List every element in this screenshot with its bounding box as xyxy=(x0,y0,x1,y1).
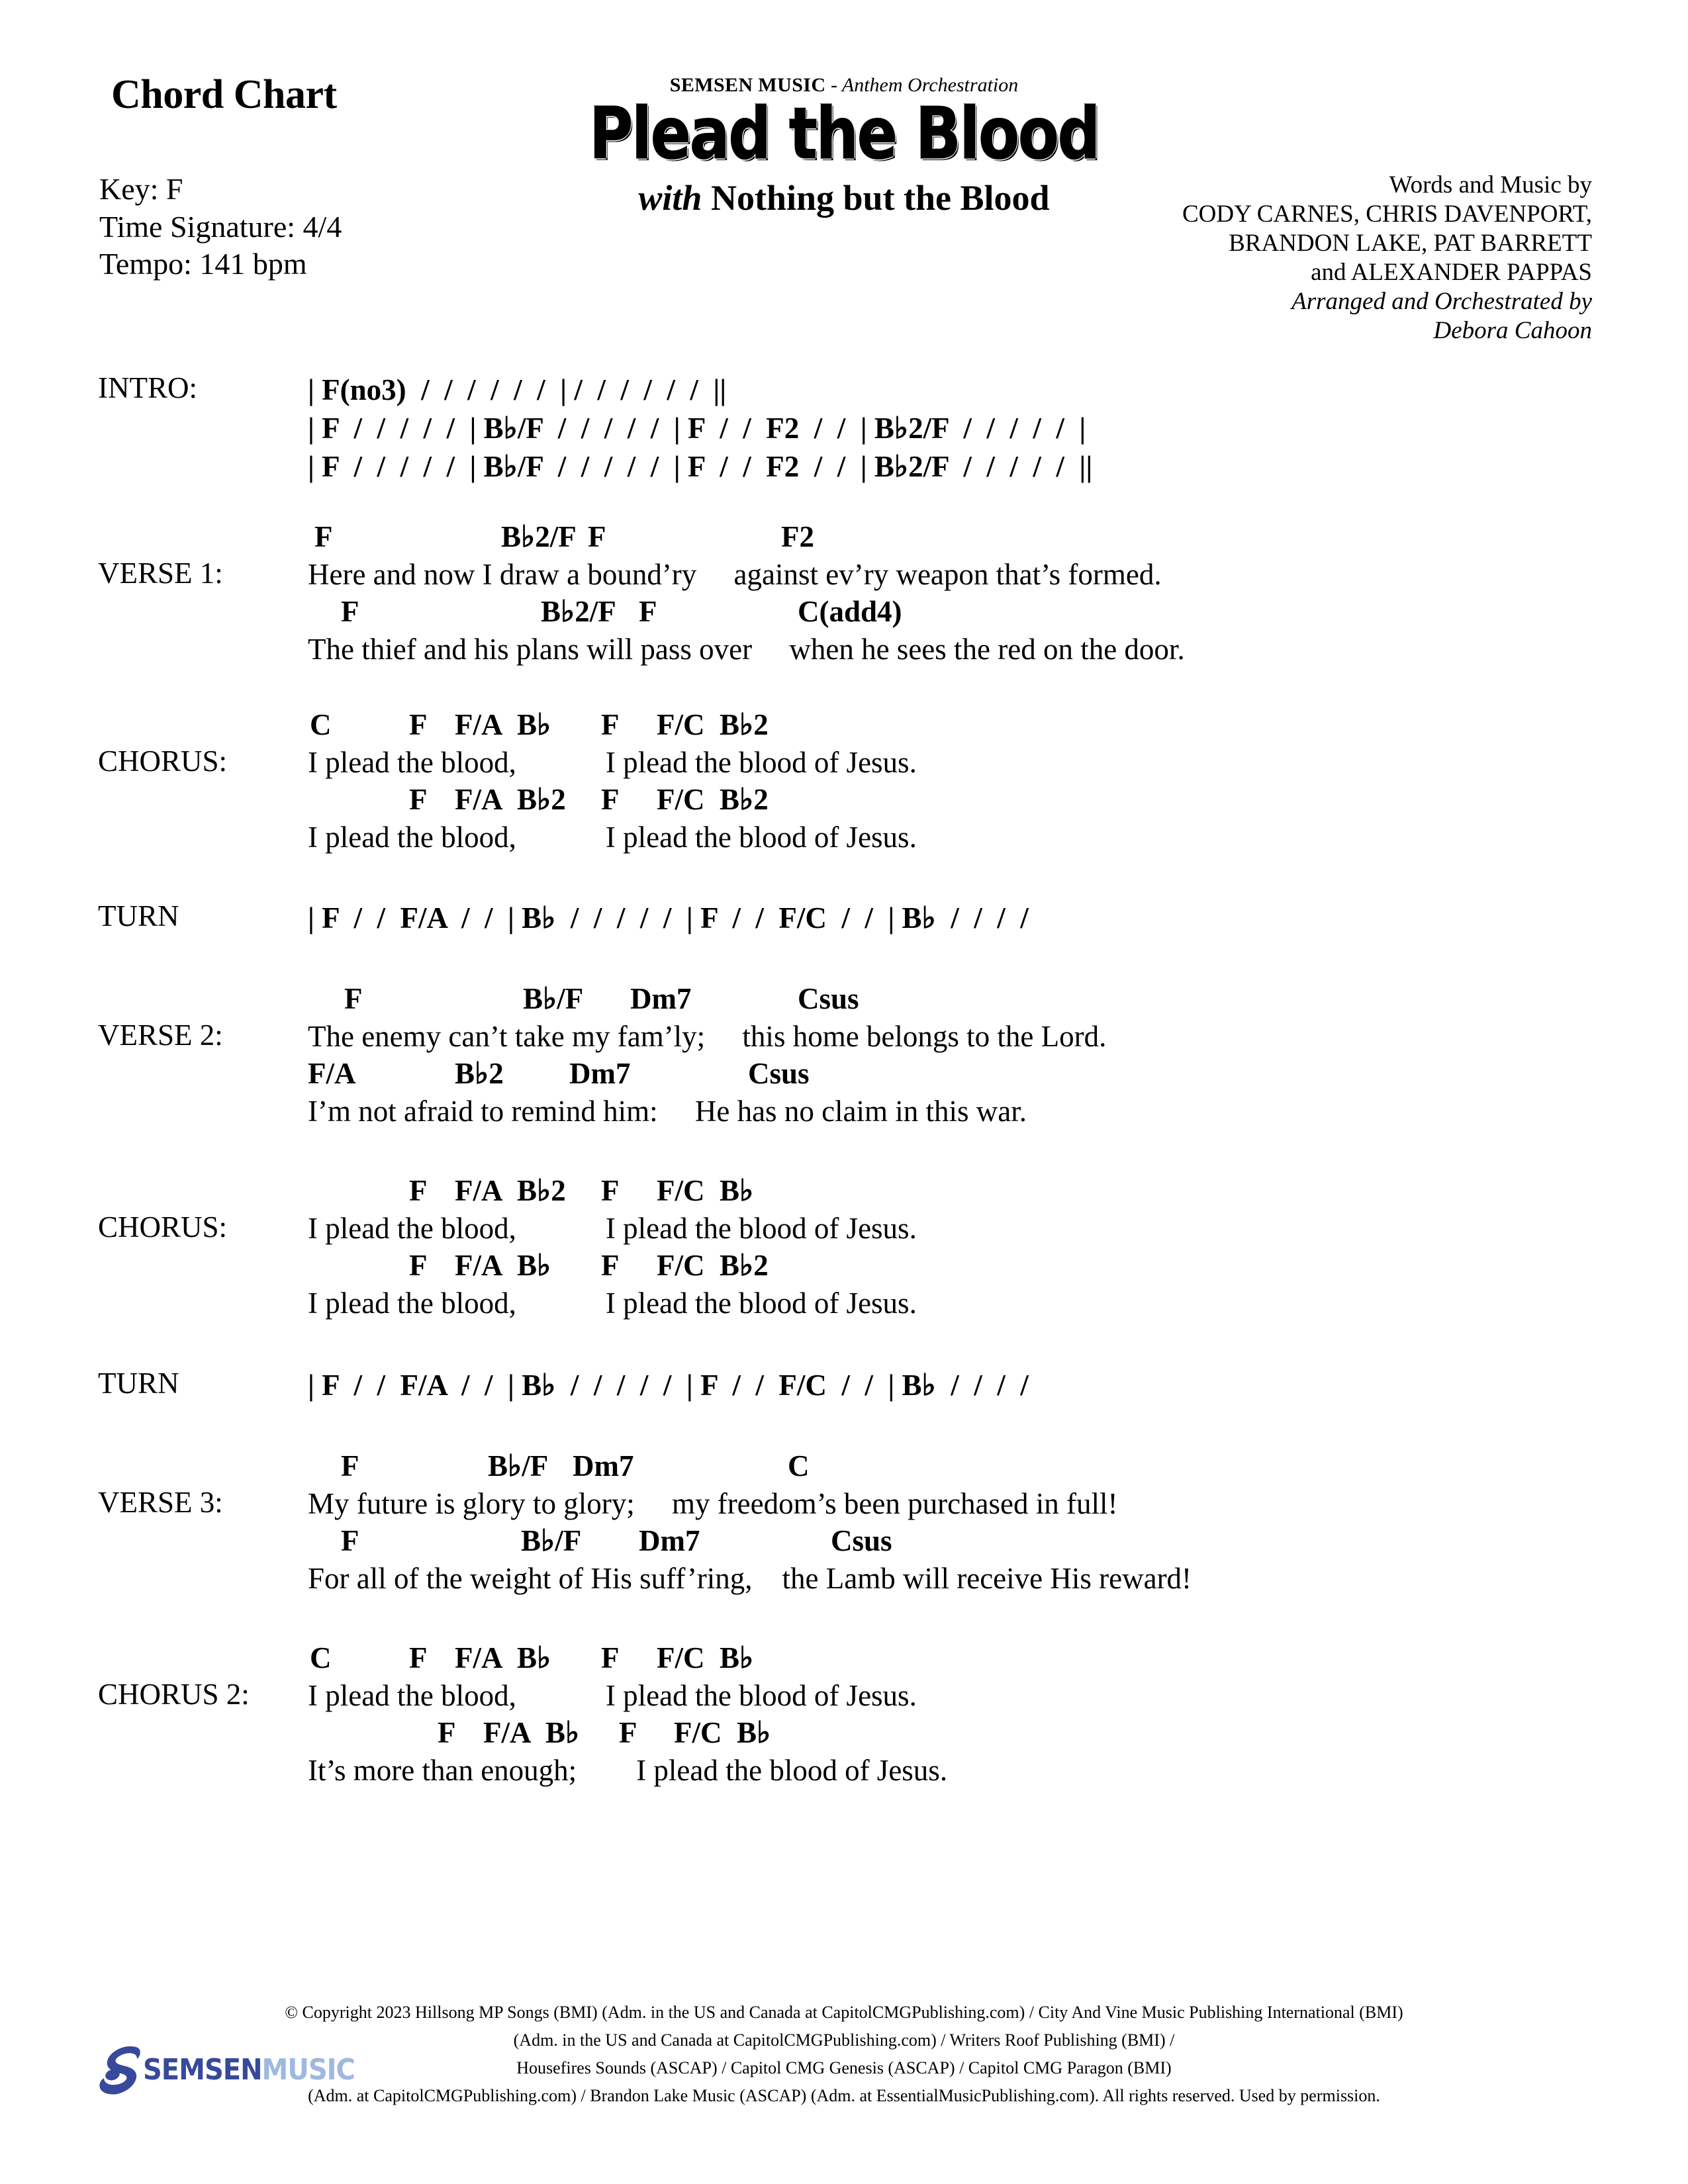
chord-token: F xyxy=(601,783,620,816)
chord-line xyxy=(308,594,1688,630)
section-verse-3 xyxy=(0,1448,1688,1598)
chord-token: Dm7 xyxy=(573,1449,634,1482)
chord-token: F/A xyxy=(483,1716,532,1749)
chord-line xyxy=(308,1056,1688,1092)
bar-token: | F(no3) / / / / / / | / / / / / / || xyxy=(308,373,727,406)
chord-token: Dm7 xyxy=(630,982,692,1015)
chord-line xyxy=(308,782,1688,818)
arranger-name: Debora Cahoon xyxy=(1433,317,1592,345)
chord-token: F xyxy=(409,1641,428,1674)
section-label: VERSE 1: xyxy=(98,557,223,590)
chord-sections xyxy=(0,371,1688,1790)
chord-token: F xyxy=(314,520,333,553)
chord-token: C xyxy=(310,1641,332,1674)
chord-token: B♭2 xyxy=(455,1057,504,1090)
chord-token: F/A xyxy=(455,708,503,741)
chord-token: F/C xyxy=(674,1716,722,1749)
lyric-line xyxy=(308,1017,1688,1056)
lyric-token: I plead the blood, I plead the blood of Jesus. xyxy=(308,821,917,854)
chord-token: F xyxy=(341,595,359,628)
chord-token: Csus xyxy=(748,1057,810,1090)
chord-token: B♭ xyxy=(517,708,551,741)
chord-line xyxy=(308,707,1688,743)
section-verse-1 xyxy=(0,519,1688,668)
section-chorus xyxy=(0,1173,1688,1322)
chord-line xyxy=(308,1715,1688,1751)
chord-token: F/A xyxy=(308,1057,356,1090)
chord-token: F/A xyxy=(455,1249,503,1282)
chord-token: B♭ xyxy=(517,1641,551,1674)
chord-token: Dm7 xyxy=(639,1524,700,1557)
section-label: TURN xyxy=(98,1367,179,1400)
lyric-line xyxy=(308,555,1688,594)
copyright-block xyxy=(0,1999,1688,2110)
chord-token: F/A xyxy=(455,1641,503,1674)
chord-token: B♭/F xyxy=(488,1449,549,1482)
logo-semsen-text: SEMSEN xyxy=(143,2054,262,2087)
section-verse-2 xyxy=(0,981,1688,1130)
lyric-token: I’m not afraid to remind him: He has no claim in this war. xyxy=(308,1095,1027,1128)
section-intro xyxy=(0,371,1688,486)
chord-token: B♭ xyxy=(517,1249,551,1282)
lyric-line xyxy=(308,630,1688,668)
section-label: CHORUS 2: xyxy=(98,1678,250,1711)
chord-token: B♭ xyxy=(720,1174,754,1207)
section-label: VERSE 3: xyxy=(98,1486,223,1519)
chord-line xyxy=(308,1523,1688,1559)
lyric-token: I plead the blood, I plead the blood of Jesus. xyxy=(308,1679,917,1712)
section-label: INTRO: xyxy=(98,371,197,404)
credit-line: Words and Music by xyxy=(1389,171,1592,199)
bar-notation-line xyxy=(308,447,1688,486)
chord-token: C(add4) xyxy=(798,595,902,628)
chord-token: F xyxy=(619,1716,637,1749)
bar-notation-line xyxy=(308,409,1688,447)
chord-token: B♭2 xyxy=(720,783,769,816)
chord-token: Csus xyxy=(831,1524,892,1557)
chord-token: F xyxy=(409,783,428,816)
lyric-token: My future is glory to glory; my freedom’s been purchased in full! xyxy=(308,1487,1118,1520)
chord-token: B♭ xyxy=(545,1716,580,1749)
section-chorus-2 xyxy=(0,1640,1688,1790)
section-turn xyxy=(0,1366,1688,1404)
lyric-token: I plead the blood, I plead the blood of Jesus. xyxy=(308,1287,917,1320)
chord-token: C xyxy=(788,1449,810,1482)
copyright-line: (Adm. at CapitolCMGPublishing.com) / Brandon Lake Music (ASCAP) (Adm. at EssentialMusicPublishing.com). All rights reserved. Used by permission. xyxy=(308,2085,1380,2105)
section-label: TURN xyxy=(98,899,179,933)
chord-token: F/C xyxy=(657,1249,705,1282)
lyric-line xyxy=(308,1092,1688,1130)
chord-token: F xyxy=(601,1249,620,1282)
credit-line: CODY CARNES, CHRIS DAVENPORT, xyxy=(1182,201,1592,228)
chord-token: F xyxy=(409,1249,428,1282)
credits-block xyxy=(1182,171,1592,345)
logo-music-text: MUSIC xyxy=(261,2054,355,2087)
time-signature-line: Time Signature: 4/4 xyxy=(99,209,342,244)
bar-token: | F / / F/A / / | B♭ / / / / / | F / / F/C / / | B♭ / / / / xyxy=(308,901,1029,934)
chord-token: F xyxy=(601,1174,620,1207)
lyric-token: The thief and his plans will pass over when he sees the red on the door. xyxy=(308,633,1185,666)
chord-token: B♭2 xyxy=(720,708,769,741)
section-chorus xyxy=(0,707,1688,856)
chord-token: Dm7 xyxy=(569,1057,631,1090)
chord-token: B♭/F xyxy=(521,1524,582,1557)
lyric-line xyxy=(308,818,1688,856)
section-label: VERSE 2: xyxy=(98,1019,223,1052)
chord-token: B♭2/F xyxy=(541,595,616,628)
key-line: Key: F xyxy=(99,172,183,206)
chord-token: B♭2 xyxy=(517,1174,566,1207)
credit-line: BRANDON LAKE, PAT BARRETT xyxy=(1229,230,1592,257)
chord-token: F xyxy=(601,1641,620,1674)
lyric-line xyxy=(308,1751,1688,1790)
chord-token: F xyxy=(588,520,606,553)
bar-notation-line xyxy=(308,899,1688,937)
chord-token: B♭2 xyxy=(720,1249,769,1282)
publisher-name: SEMSEN MUSIC xyxy=(669,74,826,96)
lyric-token: I plead the blood, I plead the blood of Jesus. xyxy=(308,746,917,779)
chord-token: F xyxy=(639,595,657,628)
chord-token: B♭2 xyxy=(517,783,566,816)
chord-token: F/C xyxy=(657,1174,705,1207)
chord-line xyxy=(308,519,1688,555)
lyric-token: I plead the blood, I plead the blood of Jesus. xyxy=(308,1212,917,1245)
chord-line xyxy=(308,981,1688,1017)
chord-token: F/C xyxy=(657,783,705,816)
subtitle-rest: Nothing but the Blood xyxy=(702,178,1050,218)
chord-token: F xyxy=(438,1716,456,1749)
lyric-line xyxy=(308,1676,1688,1715)
subtitle-with: with xyxy=(638,178,702,218)
chord-token: B♭2/F xyxy=(501,520,577,553)
chord-chart-label: Chord Chart xyxy=(111,72,337,117)
lyric-line xyxy=(308,1209,1688,1248)
chord-token: F xyxy=(409,1174,428,1207)
chord-token: F/A xyxy=(455,1174,503,1207)
chord-token: F/C xyxy=(657,1641,705,1674)
copyright-line: (Adm. in the US and Canada at CapitolCMGPublishing.com) / Writers Roof Publishing (BMI) / xyxy=(513,2030,1175,2050)
bar-token: | F / / / / / | B♭/F / / / / / | F / / F2 / / | B♭2/F / / / / / | xyxy=(308,412,1086,445)
chord-token: F xyxy=(341,1524,359,1557)
arranger-line: Arranged and Orchestrated by xyxy=(1291,288,1592,316)
chord-token: B♭/F xyxy=(523,982,584,1015)
chord-token: F/A xyxy=(455,783,503,816)
chord-token: F/C xyxy=(657,708,705,741)
chord-token: F xyxy=(601,708,620,741)
lyric-line xyxy=(308,1559,1688,1598)
publisher-suffix: - Anthem Orchestration xyxy=(825,74,1019,96)
chord-token: B♭ xyxy=(737,1716,771,1749)
lyric-line xyxy=(308,1484,1688,1523)
chord-token: C xyxy=(310,708,332,741)
section-turn xyxy=(0,899,1688,937)
copyright-line: Housefires Sounds (ASCAP) / Capitol CMG Genesis (ASCAP) / Capitol CMG Paragon (BMI) xyxy=(516,2058,1172,2077)
lyric-token: The enemy can’t take my fam’ly; this home belongs to the Lord. xyxy=(308,1020,1107,1053)
lyric-line xyxy=(308,743,1688,782)
chord-token: F2 xyxy=(781,520,814,553)
credit-line: and ALEXANDER PAPPAS xyxy=(1311,259,1592,287)
lyric-line xyxy=(308,1284,1688,1322)
chord-token: F xyxy=(344,982,363,1015)
section-label: CHORUS: xyxy=(98,745,228,778)
chord-token: B♭ xyxy=(720,1641,754,1674)
chord-token: F xyxy=(409,708,428,741)
chord-token: Csus xyxy=(798,982,859,1015)
chord-line xyxy=(308,1248,1688,1284)
copyright-line: © Copyright 2023 Hillsong MP Songs (BMI) (Adm. in the US and Canada at CapitolCMGPublishing.com) / City And Vine Music Publishing International (BMI) xyxy=(285,2002,1403,2022)
tempo-line: Tempo: 141 bpm xyxy=(99,247,307,281)
bar-notation-line xyxy=(308,371,1688,409)
bar-token: | F / / / / / | B♭/F / / / / / | F / / F2 / / | B♭2/F / / / / / || xyxy=(308,450,1093,483)
lyric-token: Here and now I draw a bound’ry against ev’ry weapon that’s formed. xyxy=(308,558,1162,591)
section-label: CHORUS: xyxy=(98,1210,228,1244)
lyric-token: It’s more than enough; I plead the blood of Jesus. xyxy=(308,1754,948,1787)
page-title: Plead the Blood xyxy=(589,93,1099,175)
chord-line xyxy=(308,1448,1688,1484)
chord-token: F xyxy=(341,1449,359,1482)
bar-token: | F / / F/A / / | B♭ / / / / / | F / / F/C / / | B♭ / / / / xyxy=(308,1369,1029,1402)
lyric-token: For all of the weight of His suff’ring, the Lamb will receive His reward! xyxy=(308,1562,1192,1595)
chord-line xyxy=(308,1173,1688,1209)
chord-line xyxy=(308,1640,1688,1676)
bar-notation-line xyxy=(308,1366,1688,1404)
